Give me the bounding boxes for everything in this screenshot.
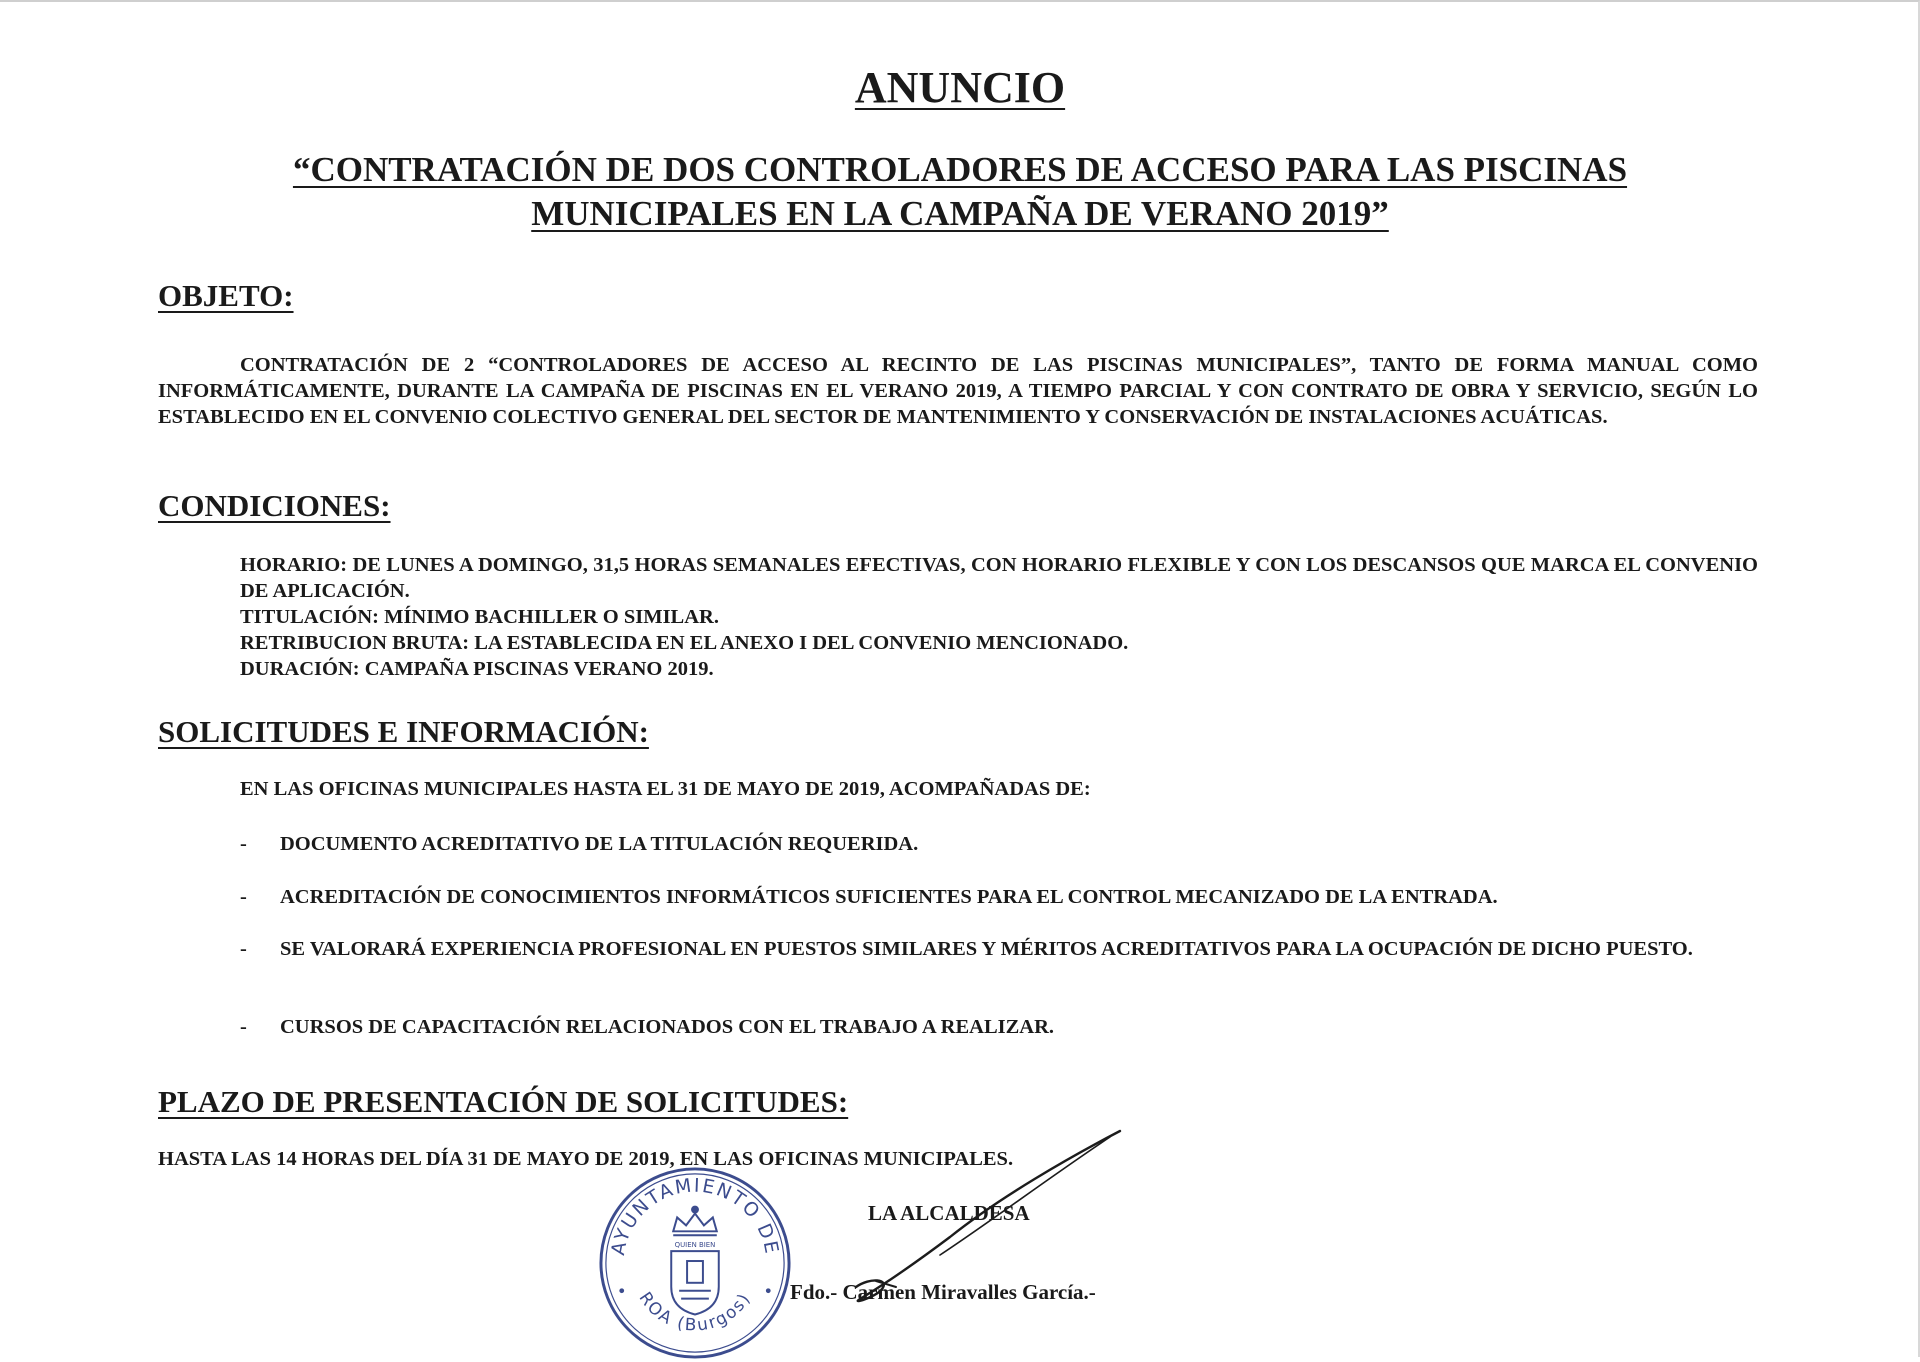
list-item [240, 884, 1758, 910]
solicitudes-heading: SOLICITUDES E INFORMACIÓN: [158, 714, 649, 749]
plazo-text: HASTA LAS 14 HORAS DEL DÍA 31 DE MAYO DE 2019, EN LAS OFICINAS MUNICIPALES. [158, 1148, 1014, 1170]
bullet-text: CURSOS DE CAPACITACIÓN RELACIONADOS CON EL TRABAJO A REALIZAR. [280, 1016, 1055, 1038]
coat-of-arms-icon [671, 1251, 719, 1314]
signatory-name: Fdo.- Carmen Miravalles García.- [790, 1280, 1096, 1304]
list-item [240, 1014, 1758, 1040]
condicion-duracion: DURACIÓN: CAMPAÑA PISCINAS VERANO 2019. [240, 658, 714, 680]
list-item [240, 831, 1758, 857]
seal-bottom-text: ROA (Burgos) [635, 1287, 755, 1335]
objeto-text: CONTRATACIÓN DE 2 “CONTROLADORES DE ACCESO AL RECINTO DE LAS PISCINAS MUNICIPALES”, TANTO DE FORMA MANUAL COMO INFORMÁTICAMENTE, DURANTE LA CAMPAÑA DE PISCINAS EN EL VERANO 2019, A TIEMPO PARCIAL Y CON CONTRATO DE OBRA Y SERVICIO, SEGÚN LO ESTABLECIDO EN EL CONVENIO COLECTIVO GENERAL DEL SECTOR DE MANTENIMIENTO Y CONSERVACIÓN DE INSTALACIONES ACUÁTICAS. [158, 354, 1758, 428]
objeto-heading: OBJETO: [158, 278, 294, 313]
condiciones-list [240, 552, 1758, 682]
bullet-dash: - [240, 886, 247, 908]
condicion-titulacion: TITULACIÓN: MÍNIMO BACHILLER O SIMILAR. [240, 606, 719, 628]
condiciones-heading: CONDICIONES: [158, 488, 391, 523]
document-title: ANUNCIO [854, 63, 1066, 112]
bullet-dash: - [240, 938, 247, 960]
document-subtitle: “CONTRATACIÓN DE DOS CONTROLADORES DE ACCESO PARA LAS PISCINAS MUNICIPALES EN LA CAMPAÑA DE VERANO 2019” [292, 150, 1628, 233]
solicitudes-intro: EN LAS OFICINAS MUNICIPALES HASTA EL 31 DE MAYO DE 2019, ACOMPAÑADAS DE: [240, 778, 1091, 800]
list-item [240, 936, 1758, 962]
seal-motto: QUIEN BIEN [674, 1241, 716, 1250]
seal-top-text: AYUNTAMIENTO DE [608, 1175, 782, 1257]
bullet-dash: - [240, 833, 247, 855]
plazo-heading: PLAZO DE PRESENTACIÓN DE SOLICITUDES: [158, 1084, 849, 1119]
condicion-horario: HORARIO: DE LUNES A DOMINGO, 31,5 HORAS SEMANALES EFECTIVAS, CON HORARIO FLEXIBLE Y CON LOS DESCANSOS QUE MARCA EL CONVENIO DE APLICACIÓN. [240, 554, 1758, 602]
bullet-text: DOCUMENTO ACREDITATIVO DE LA TITULACIÓN REQUERIDA. [280, 833, 919, 855]
bullet-text: SE VALORARÁ EXPERIENCIA PROFESIONAL EN PUESTOS SIMILARES Y MÉRITOS ACREDITATIVOS PARA LA OCUPACIÓN DE DICHO PUESTO. [280, 938, 1693, 960]
bullet-text: ACREDITACIÓN DE CONOCIMIENTOS INFORMÁTICOS SUFICIENTES PARA EL CONTROL MECANIZADO DE LA ENTRADA. [280, 886, 1498, 908]
municipal-seal [596, 1164, 794, 1362]
crown-icon [673, 1207, 717, 1236]
bullet-dash: - [240, 1016, 247, 1038]
signatory-role: LA ALCALDESA [868, 1201, 1030, 1225]
condicion-retribucion: RETRIBUCION BRUTA: LA ESTABLECIDA EN EL ANEXO I DEL CONVENIO MENCIONADO. [240, 632, 1129, 654]
